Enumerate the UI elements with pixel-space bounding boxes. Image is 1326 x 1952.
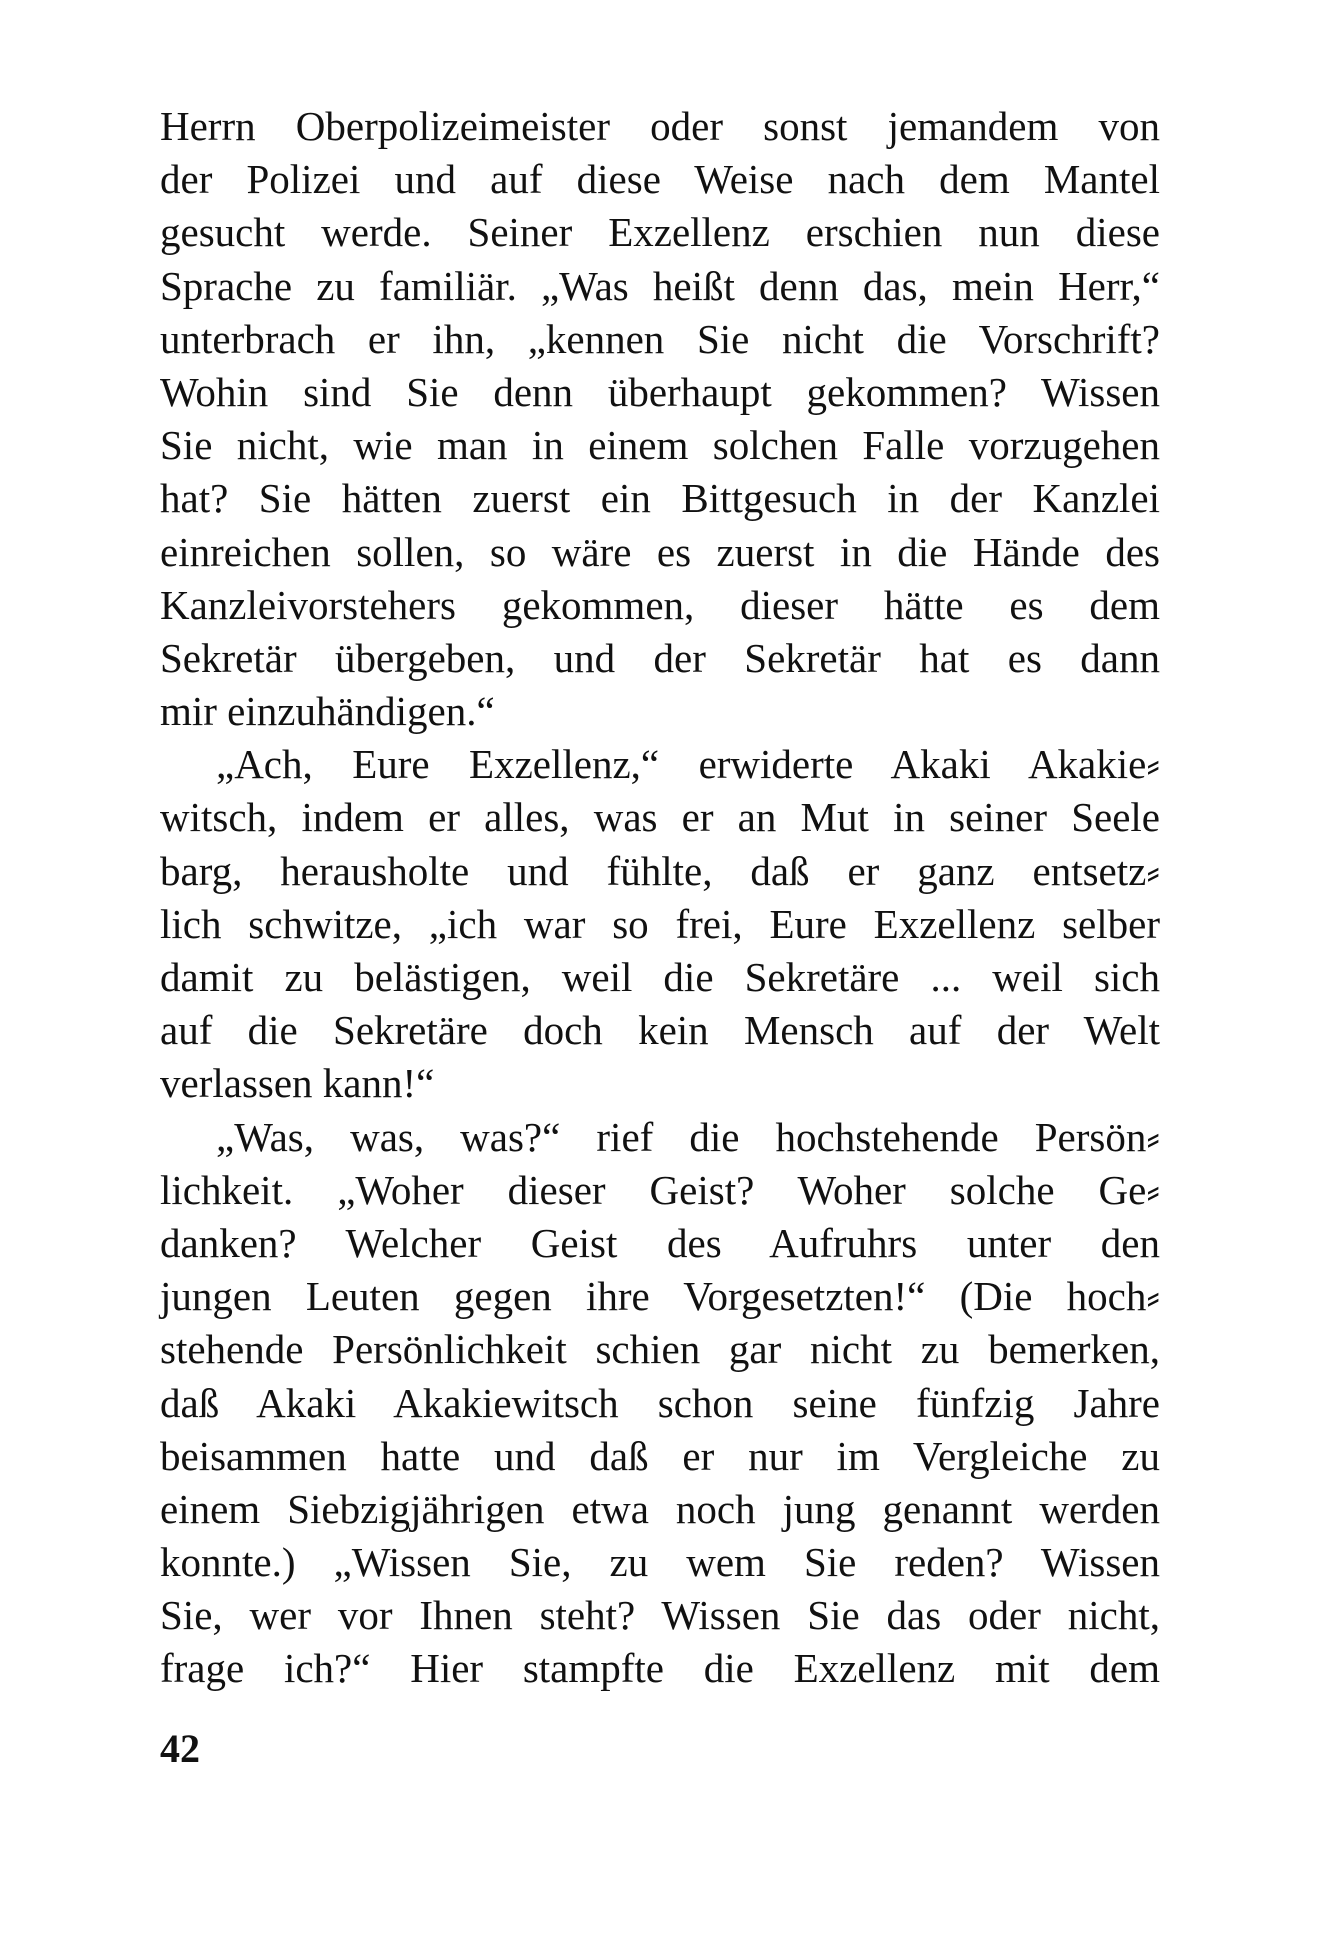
text-line: gesucht werde. Seiner Exzellenz erschien nun diese [160, 209, 1160, 256]
text-line: konnte.) „Wissen Sie, zu wem Sie reden? Wissen [160, 1539, 1160, 1586]
text-line: Sprache zu familiär. „Was heißt denn das, mein Herr,“ [160, 262, 1160, 309]
text-line: Wohin sind Sie denn überhaupt gekommen? Wissen [160, 368, 1160, 415]
text-line: unterbrach er ihn, „kennen Sie nicht die Vorschrift? [160, 315, 1160, 362]
page-number: 42 [160, 1726, 200, 1771]
text-line: stehende Persönlichkeit schien gar nicht zu bemerken, [160, 1326, 1160, 1373]
text-line-paragraph-end: verlassen kann!“ [160, 1060, 435, 1107]
text-line: hat? Sie hätten zuerst ein Bittgesuch in der Kanzlei [160, 475, 1160, 522]
text-line: lichkeit. „Woher dieser Geist? Woher solche Ge⸗ [160, 1166, 1160, 1213]
text-line: witsch, indem er alles, was er an Mut in seiner Seele [160, 794, 1160, 841]
text-line: der Polizei und auf diese Weise nach dem Mantel [160, 156, 1160, 203]
text-line: beisammen hatte und daß er nur im Vergleiche zu [160, 1432, 1160, 1479]
page-text-block [160, 100, 1160, 1696]
text-line-paragraph-end: mir einzuhändigen.“ [160, 688, 495, 735]
text-line: einem Siebzigjährigen etwa noch jung genannt werden [160, 1485, 1160, 1532]
text-line-paragraph-start: „Ach, Eure Exzellenz,“ erwiderte Akaki Akakie⸗ [216, 741, 1160, 788]
text-line: jungen Leuten gegen ihre Vorgesetzten!“ (Die hoch⸗ [160, 1273, 1160, 1320]
text-line: barg, herausholte und fühlte, daß er ganz entsetz⸗ [160, 847, 1160, 894]
text-line: Herrn Oberpolizeimeister oder sonst jemandem von [160, 103, 1160, 149]
text-line: damit zu belästigen, weil die Sekretäre ... weil sich [160, 954, 1160, 1000]
text-line: danken? Welcher Geist des Aufruhrs unter den [160, 1219, 1160, 1266]
text-line: Kanzleivorstehers gekommen, dieser hätte es dem [160, 581, 1160, 628]
text-line: Sie, wer vor Ihnen steht? Wissen Sie das oder nicht, [160, 1592, 1160, 1639]
text-line-paragraph-start: „Was, was, was?“ rief die hochstehende Persön⸗ [216, 1113, 1160, 1160]
text-line: frage ich?“ Hier stampfte die Exzellenz mit dem [160, 1645, 1160, 1692]
text-line: einreichen sollen, so wäre es zuerst in die Hände des [160, 528, 1160, 575]
text-line: Sekretär übergeben, und der Sekretär hat es dann [160, 634, 1160, 681]
text-line: auf die Sekretäre doch kein Mensch auf der Welt [160, 1007, 1160, 1054]
text-line: daß Akaki Akakiewitsch schon seine fünfzig Jahre [160, 1379, 1160, 1426]
text-line: lich schwitze, „ich war so frei, Eure Exzellenz selber [160, 900, 1160, 947]
text-line: Sie nicht, wie man in einem solchen Falle vorzugehen [160, 422, 1160, 469]
